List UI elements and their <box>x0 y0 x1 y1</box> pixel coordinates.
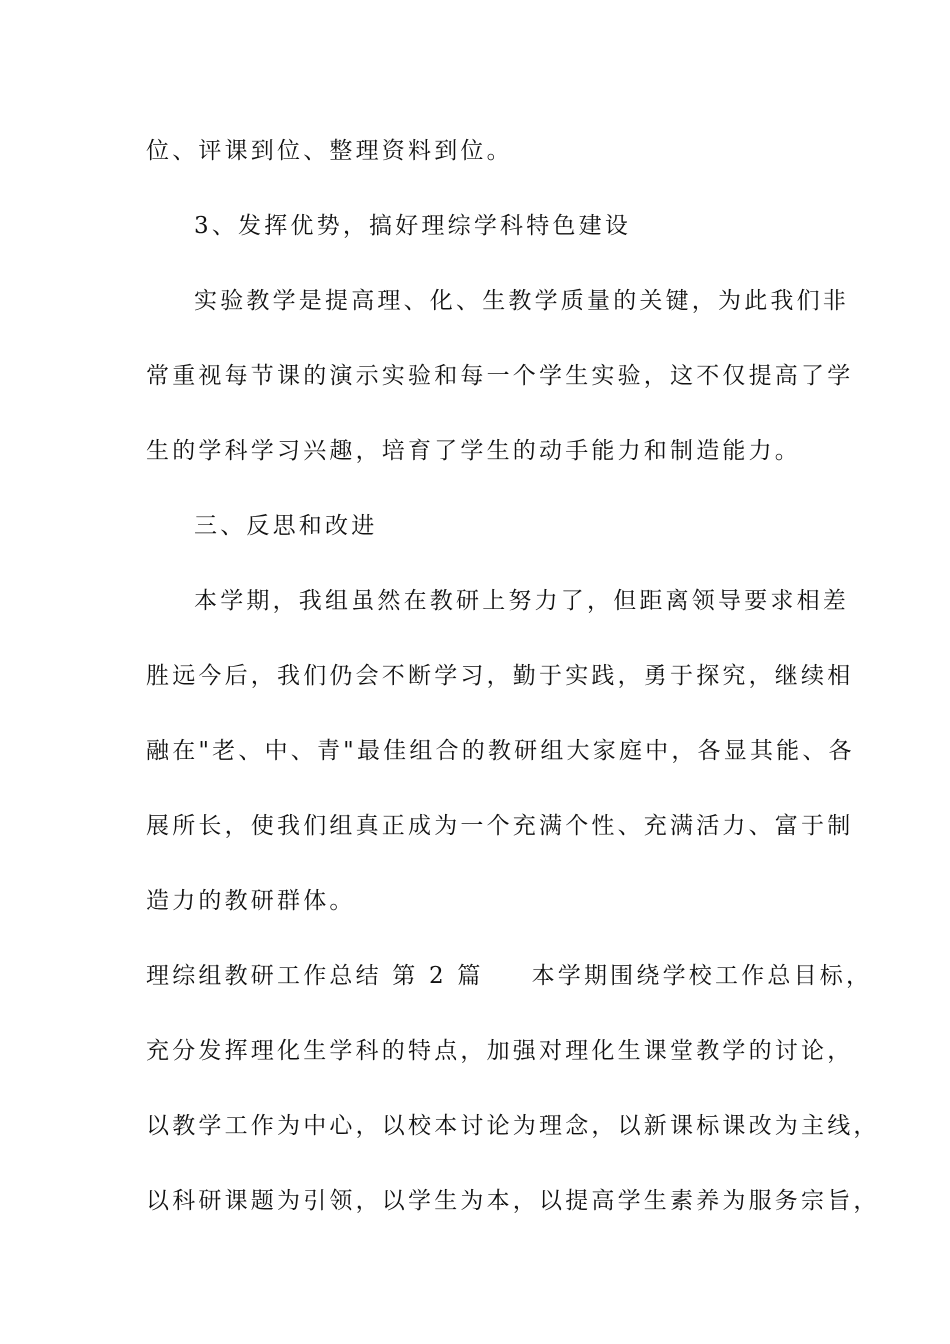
text-line-11: 造力的教研群体。 <box>146 888 356 914</box>
text-line-7: 本学期，我组虽然在教研上努力了，但距离领导要求相差 <box>194 588 849 614</box>
text-line-15: 以科研课题为引领，以学生为本，以提高学生素养为服务宗旨， <box>146 1188 880 1214</box>
article-title-line <box>146 961 872 991</box>
section-heading-3: 3、发挥优势，搞好理综学科特色建设 <box>194 213 632 239</box>
section-heading-reflection: 三、反思和改进 <box>194 513 378 539</box>
text-line-13: 充分发挥理化生学科的特点，加强对理化生课堂教学的讨论， <box>146 1038 854 1064</box>
text-line-12-continuation: 本学期围绕学校工作总目标， <box>531 963 873 989</box>
text-line-14: 以教学工作为中心，以校本讨论为理念，以新课标课改为主线， <box>146 1113 880 1139</box>
text-line-9: 融在"老、中、青"最佳组合的教研组大家庭中，各显其能、各 <box>146 738 855 764</box>
text-line-5: 生的学科学习兴趣，培育了学生的动手能力和制造能力。 <box>146 438 801 464</box>
text-line-3: 实验教学是提高理、化、生教学质量的关键，为此我们非 <box>194 288 849 314</box>
text-line-10: 展所长，使我们组真正成为一个充满个性、充满活力、富于制 <box>146 813 854 839</box>
article-title: 理综组教研工作总结 第 2 篇 <box>146 963 484 989</box>
text-line-8: 胜远今后，我们仍会不断学习，勤于实践，勇于探究，继续相 <box>146 663 854 689</box>
text-line-1: 位、评课到位、整理资料到位。 <box>146 138 513 164</box>
text-line-4: 常重视每节课的演示实验和每一个学生实验，这不仅提高了学 <box>146 363 854 389</box>
